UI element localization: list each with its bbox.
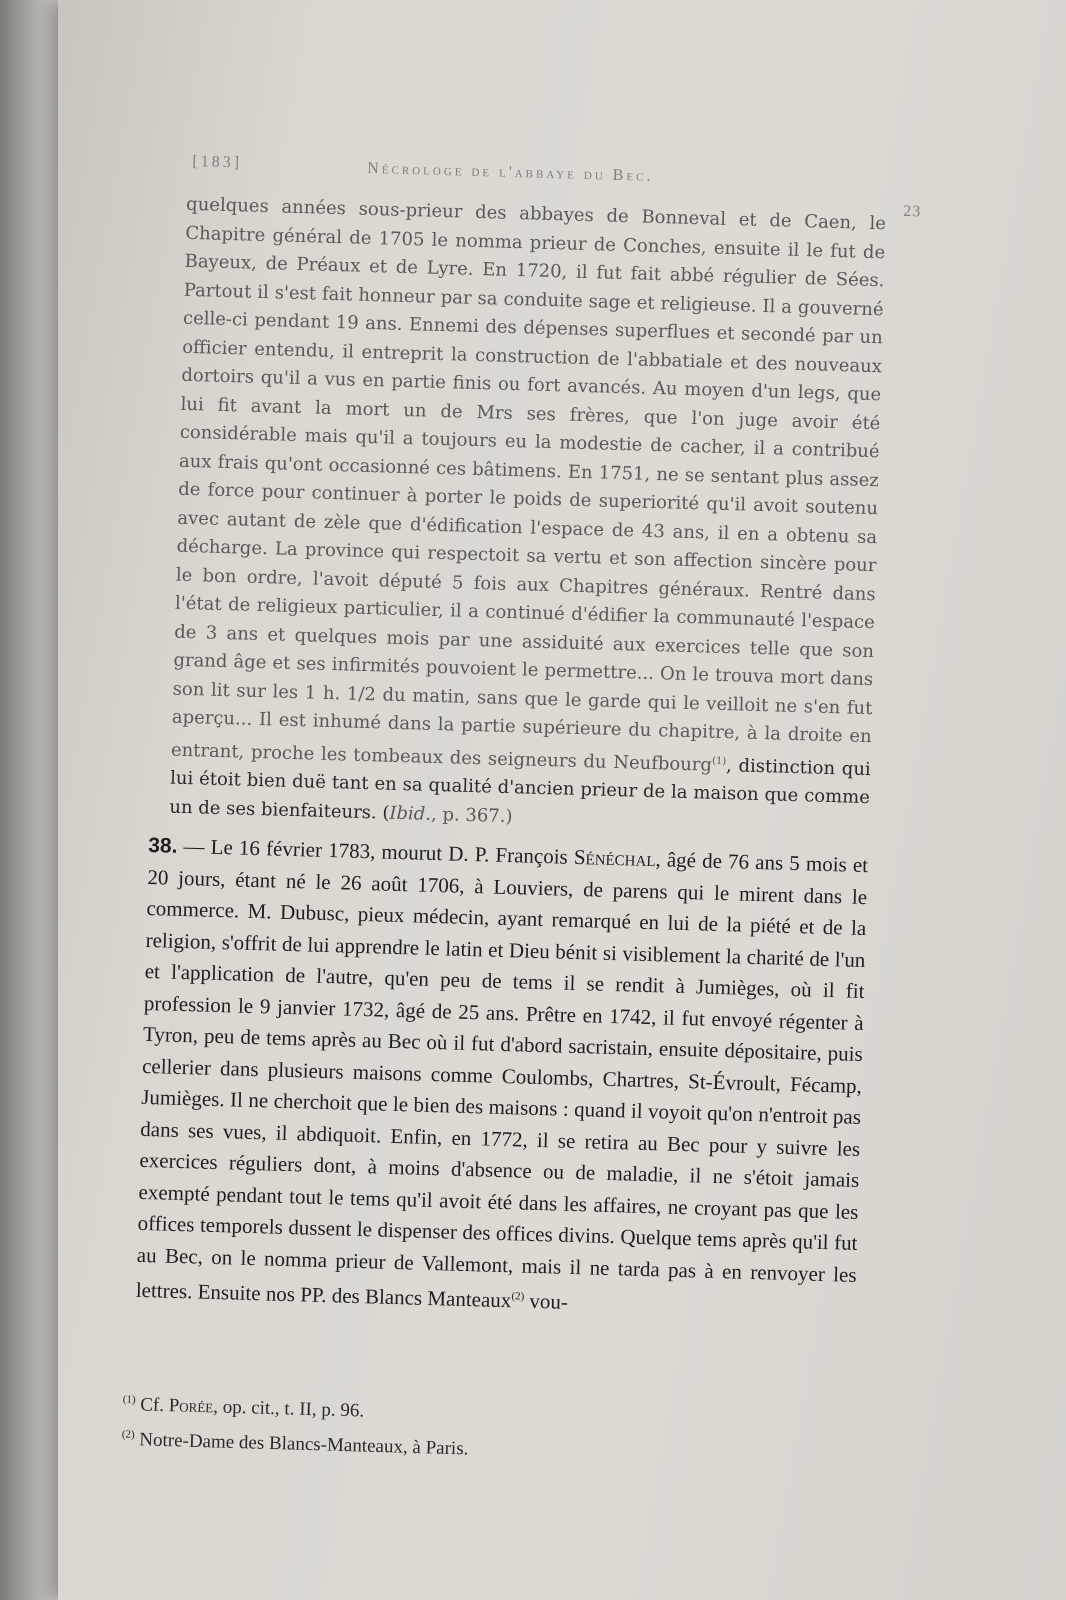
book-page bbox=[58, 0, 1066, 1600]
entry-number: 38. bbox=[147, 834, 178, 858]
footnote-mark: (1) bbox=[122, 1393, 136, 1406]
paragraph-text-end: , distinction qui lui étoit bien duë tant en sa qualité d'ancien prieur de la maison que comme un de ses bienfaiteurs. ( bbox=[169, 754, 872, 824]
footnote-text: Notre-Dame des Blancs-Manteaux, à Paris. bbox=[138, 1429, 469, 1460]
footnote-ref-1: (1) bbox=[711, 755, 727, 767]
page-content bbox=[120, 140, 928, 1521]
footnote-author: Porée bbox=[168, 1395, 214, 1418]
footnote-mark: (2) bbox=[121, 1428, 135, 1442]
entry-person-name: Sénéchal bbox=[573, 844, 656, 872]
entry-text-body: , âgé de 76 ans 5 mois et 20 jours, étant né le 26 août 1706, à Louviers, de parens qui le mirent dans le commerce. M. Dubusc, pieux médecin, ayant remarqué en lui de la piété et de la religion, s'offrit de lui apprendre le latin et Dieu bénit si visiblement la charité de l'un et l'application de l'autre, qu'en peu de tems il se rendit à Jumièges, où il fit profession le 9 janvier 1732, âgé de 25 ans. Prêtre en 1742, il fut envoyé régenter à Tyron, peu de tems après au Bec où il fut d'abord sacristain, ensuite dépositaire, puis cellerier dans plusieurs maisons comme Coulombs, Chartres, St-Évroult, Fécamp, Jumièges. Il ne cherchoit que le bien des maisons : quand il voyoit qu'on n'entroit pas dans ses vues, il abdiquoit. Enfin, en 1772, il se retira au Bec pour y suivre les exercices réguliers dont, à moins d'absence ou de maladie, il ne s'étoit jamais exempté pendant tout le tems qu'il avoit été dans les affaires, ne croyant pas que les offices temporels dussent le dispenser des offices divins. Quelque tems après qu'il fut au Bec, on le nomma prieur de Vallemont, mais il ne tarda pas à en renvoyer les lettres. Ensuite nos PP. des Blancs Manteaux bbox=[135, 847, 869, 1313]
entry-text-end: vou- bbox=[523, 1288, 569, 1314]
footnotes bbox=[121, 1385, 843, 1476]
ibid-citation: Ibid. bbox=[389, 802, 432, 825]
running-title: Nécrologe de l'abbaye du Bec. bbox=[367, 159, 654, 185]
page-bracket-number: [183] bbox=[192, 152, 243, 172]
paragraph-continued bbox=[169, 191, 886, 841]
entry-38 bbox=[135, 830, 868, 1326]
footnote-text: , op. cit., t. II, p. 96. bbox=[212, 1396, 365, 1422]
entry-text-start: — Le 16 février 1783, mourut D. P. François bbox=[177, 833, 575, 869]
page-number: 23 bbox=[903, 202, 922, 221]
footnote-prefix: Cf. bbox=[139, 1394, 170, 1417]
footnote-ref-2: (2) bbox=[511, 1290, 525, 1303]
paragraph-text: quelques années sous-prieur des abbayes de Bonneval et de Caen, le Chapitre général de 1705 le nomma prieur de Conches, ensuite il le fut de Bayeux, de Préaux et de Lyre. En 1720, il fut fait abbé régulier de Sées. Partout il s'est fait honneur par sa conduite sage et religieuse. Il a gouverné celle-ci pendant 19 ans. Ennemi des dépenses superflues et secondé par un officier entendu, il entreprit la construction de l'abbatiale et des nouveaux dortoirs qu'il a vus en partie finis ou fort avancés. Au moyen d'un legs, que lui fit avant la mort un de Mrs ses frères, que l'on juge avoir été considérable mais qu'il a toujours eu la modestie de cacher, il a contribué aux frais qu'ont occasionné ces bâtimens. En 1751, ne se sentant plus assez de force pour continuer à porter le poids de superiorité qu'il avoit soutenu avec autant de zèle que d'édification l'espace de 43 ans, il en a obtenu sa décharge. La province qui respectoit sa vertu et son affection sincère pour le bon ordre, l'avoit député 5 fois aux Chapitres généraux. Rentré dans l'état de religieux particulier, il a continué d'édifier la communauté l'espace de 3 ans et quelques mois par une assiduité aux exercices telle que son grand âge et ses infirmités pouvoient le permettre... On le trouva mort dans son lit sur les 1 h. 1/2 du matin, sans que le garde qui le veilloit ne s'en fut aperçu... Il est inhumé dans la partie supérieure du chapitre, à la droite en entrant, proche les tombeaux des seigneurs du Neufbourg bbox=[170, 193, 887, 776]
paragraph-close: , p. 367.) bbox=[430, 803, 513, 827]
